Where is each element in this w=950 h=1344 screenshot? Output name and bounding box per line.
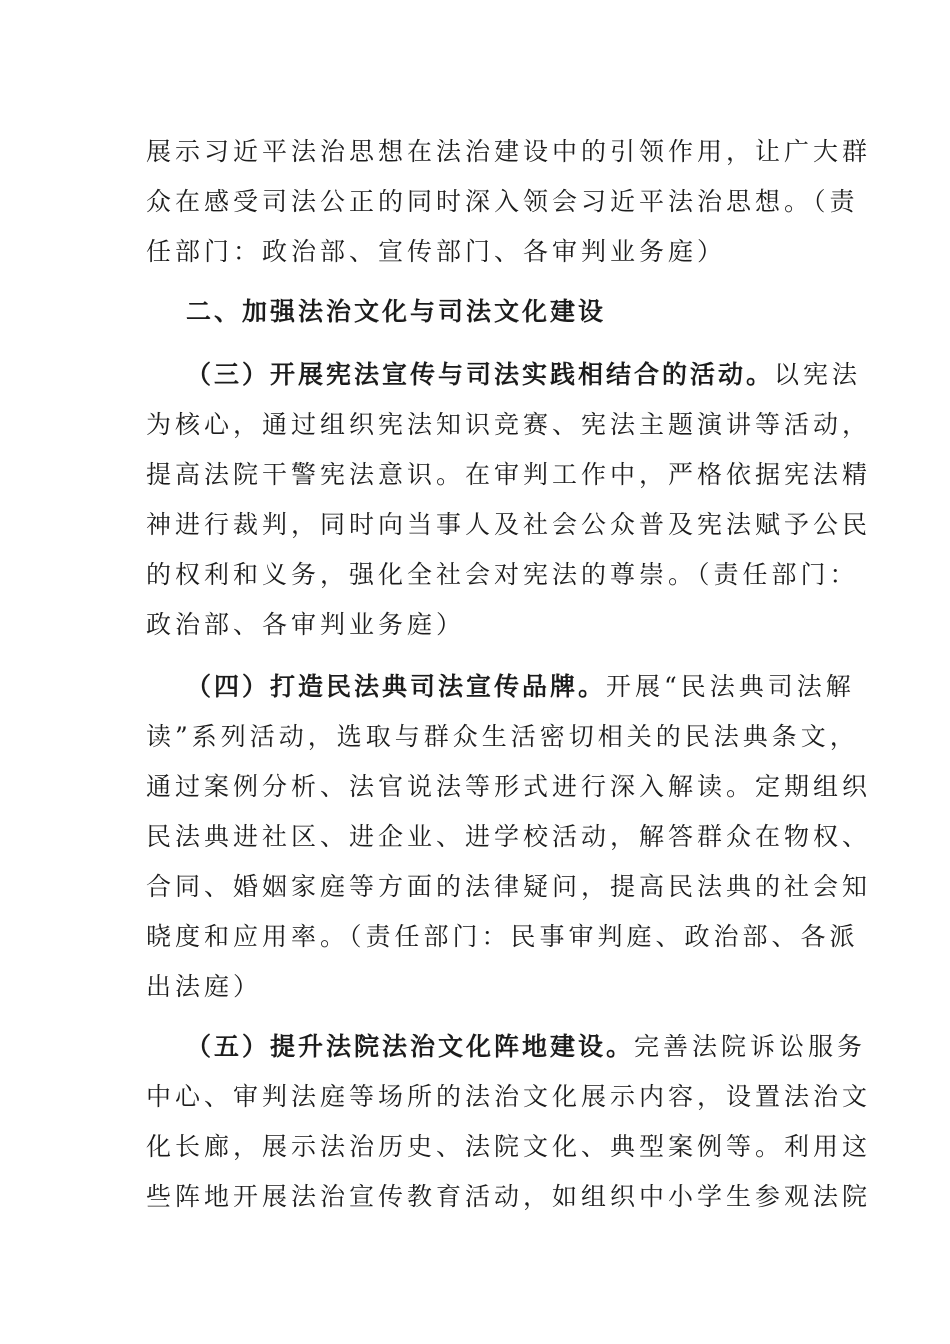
paragraph-line: 出法庭）: [146, 972, 263, 1001]
paragraph-line: 民法典进社区、进企业、进学校活动，解答群众在物权、: [146, 822, 872, 851]
paragraph-line: 合同、婚姻家庭等方面的法律疑问，提高民法典的社会知: [146, 872, 872, 901]
paragraph-line: 中心、审判法庭等场所的法治文化展示内容，设置法治文: [146, 1082, 872, 1111]
item-3-paragraph: [146, 350, 872, 650]
item-3-title: （三）开展宪法宣传与司法实践相结合的活动。: [186, 360, 775, 389]
item-5-title: （五）提升法院法治文化阵地建设。: [186, 1032, 635, 1061]
item-3-first-line: [146, 350, 862, 400]
item-3-first-line-rest: 以宪法: [774, 360, 862, 389]
paragraph-line: 通过案例分析、法官说法等形式进行深入解读。定期组织: [146, 772, 872, 801]
paragraph-continuation: [146, 127, 872, 277]
section-heading: 二、加强法治文化与司法文化建设: [186, 297, 607, 326]
paragraph-line: 众在感受司法公正的同时深入领会习近平法治思想。（责: [146, 187, 859, 216]
item-5-first-line: [146, 1022, 867, 1072]
item-4-first-line: [146, 662, 855, 712]
item-4-paragraph: [146, 662, 872, 1012]
paragraph-line: 展示习近平法治思想在法治建设中的引领作用，让广大群: [146, 137, 872, 166]
paragraph-line: 提高法院干警宪法意识。在审判工作中，严格依据宪法精: [146, 460, 872, 489]
paragraph-line: 化长廊，展示法治历史、法院文化、典型案例等。利用这: [146, 1132, 872, 1161]
paragraph-line: 任部门：政治部、宣传部门、各审判业务庭）: [146, 237, 727, 266]
item-4-first-line-rest: 开展“民法典司法解: [606, 672, 855, 701]
section-heading-block: [146, 287, 804, 337]
paragraph-line: 的权利和义务，强化全社会对宪法的尊崇。（责任部门：: [146, 560, 859, 589]
item-5-paragraph: [146, 1022, 872, 1222]
paragraph-line: 为核心，通过组织宪法知识竞赛、宪法主题演讲等活动，: [146, 410, 872, 439]
paragraph-line: 晓度和应用率。（责任部门：民事审判庭、政治部、各派: [146, 922, 859, 951]
item-5-first-line-rest: 完善法院诉讼服务: [634, 1032, 867, 1061]
paragraph-line: 读”系列活动，选取与群众生活密切相关的民法典条文，: [146, 722, 859, 751]
paragraph-line: 些阵地开展法治宣传教育活动，如组织中小学生参观法院: [146, 1182, 872, 1211]
paragraph-line: 神进行裁判，同时向当事人及社会公众普及宪法赋予公民: [146, 510, 872, 539]
paragraph-line: 政治部、各审判业务庭）: [146, 610, 466, 639]
item-4-title: （四）打造民法典司法宣传品牌。: [186, 672, 607, 701]
